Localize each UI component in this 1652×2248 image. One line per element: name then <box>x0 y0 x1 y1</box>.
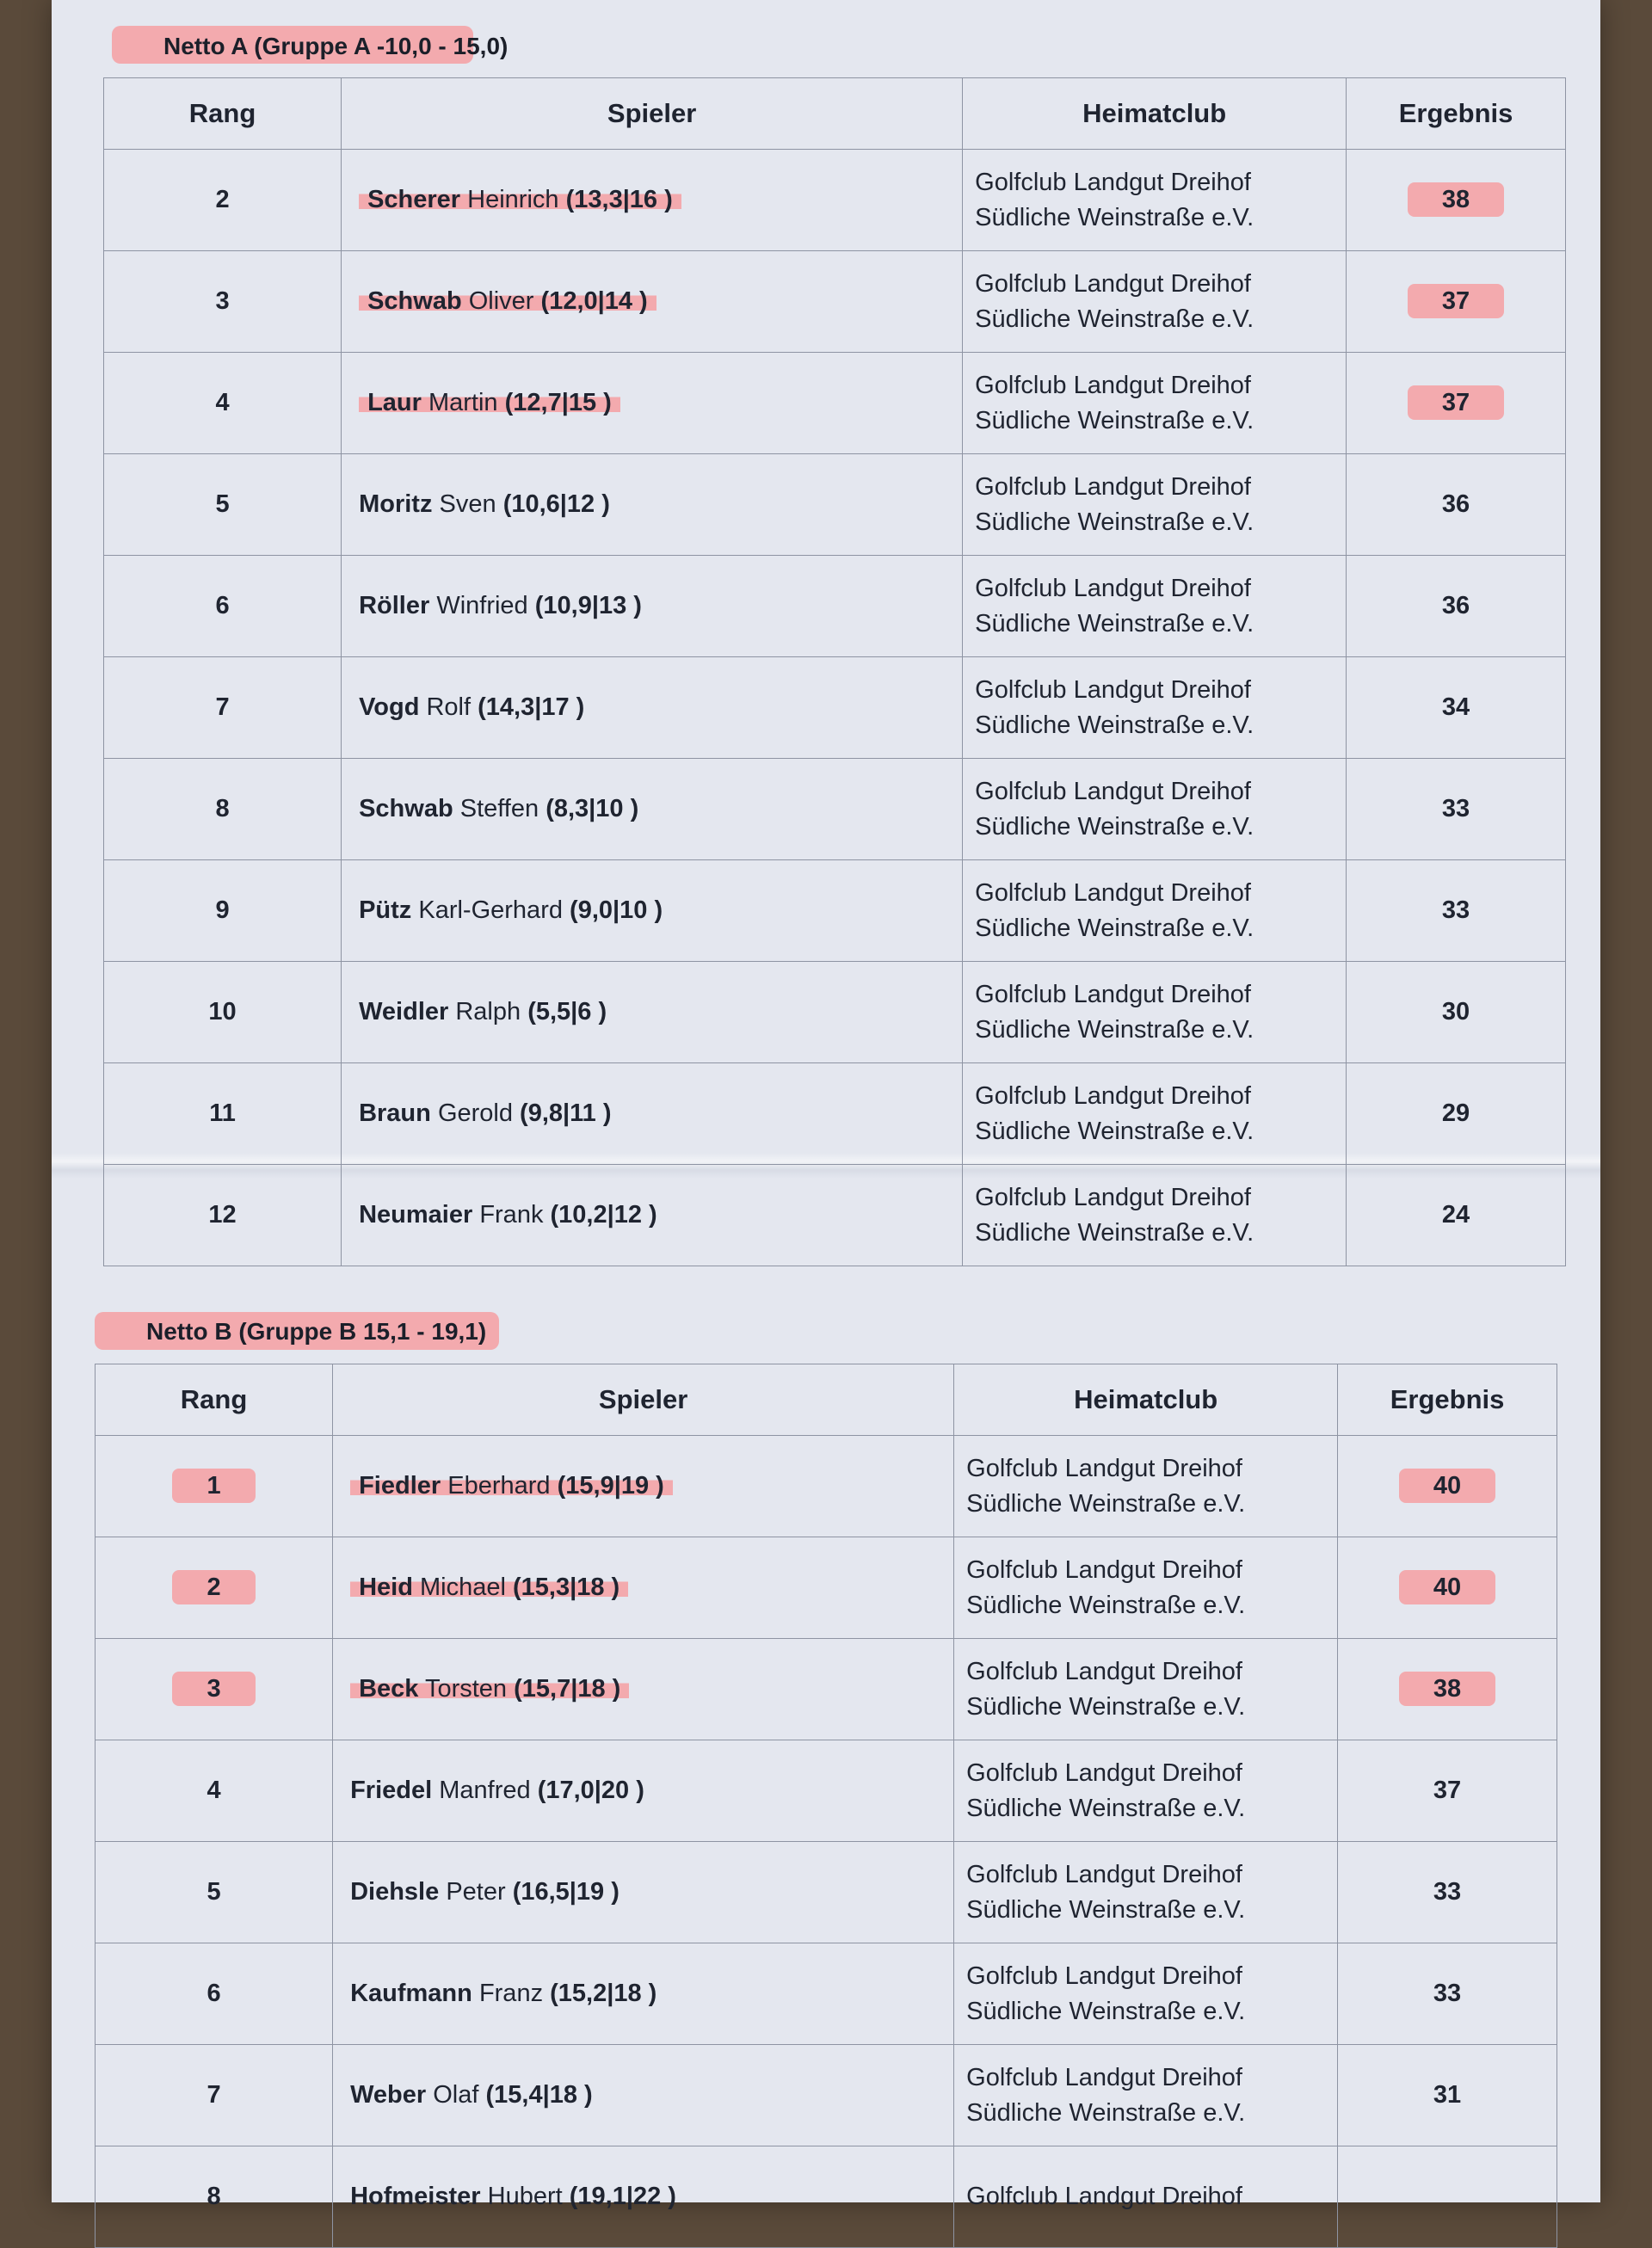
player-name-wrap <box>359 896 663 924</box>
club-name-line2: Südliche Weinstraße e.V. <box>975 914 1254 942</box>
player-handicap: (8,3|10 ) <box>546 795 639 822</box>
club-cell <box>963 759 1347 860</box>
score-cell <box>1338 1842 1557 1943</box>
header-row <box>96 1364 1557 1436</box>
score-cell <box>1347 962 1566 1063</box>
score-value: 24 <box>1441 1201 1470 1229</box>
table-row <box>96 2146 1557 2248</box>
player-handicap: (15,2|18 ) <box>550 1980 657 2007</box>
score-cell <box>1347 251 1566 353</box>
player-cell <box>342 759 963 860</box>
player-handicap: (14,3|17 ) <box>478 693 585 721</box>
table-row <box>104 962 1566 1063</box>
player-cell <box>333 1436 954 1537</box>
score-cell <box>1338 1943 1557 2045</box>
player-last-name: Braun <box>359 1099 431 1127</box>
score-value: 40 <box>1399 1469 1495 1503</box>
club-header: Heimatclub <box>954 1364 1338 1436</box>
player-name-wrap <box>359 1201 657 1229</box>
rank-value: 7 <box>206 2081 221 2109</box>
score-header: Ergebnis <box>1338 1364 1557 1436</box>
player-name-wrap <box>350 1574 628 1601</box>
player-cell <box>342 556 963 657</box>
player-name-wrap <box>359 592 642 619</box>
player-name-wrap <box>350 1675 629 1703</box>
player-last-name: Fiedler <box>359 1472 441 1500</box>
club-name-line2: Südliche Weinstraße e.V. <box>966 1794 1246 1822</box>
club-cell <box>963 657 1347 759</box>
results-sheet <box>52 0 1600 2211</box>
table-row <box>104 454 1566 556</box>
club-name-line1: Golfclub Landgut Dreihof <box>966 1454 1242 1482</box>
player-handicap: (19,1|22 ) <box>569 2183 676 2210</box>
score-value: 33 <box>1441 795 1470 822</box>
club-cell <box>954 2045 1338 2146</box>
rank-value: 2 <box>215 186 230 213</box>
rank-cell <box>104 1063 342 1165</box>
score-value: 37 <box>1433 1777 1462 1804</box>
club-cell <box>963 860 1347 962</box>
club-header: Heimatclub <box>963 78 1347 150</box>
player-first-name: Rolf <box>426 693 472 721</box>
club-name-line2: Südliche Weinstraße e.V. <box>966 2098 1246 2127</box>
player-first-name: Steffen <box>459 795 539 822</box>
player-handicap: (12,0|14 ) <box>540 287 648 315</box>
player-last-name: Laur <box>367 389 422 416</box>
player-handicap: (5,5|6 ) <box>527 998 607 1025</box>
score-value: 37 <box>1408 284 1504 318</box>
player-cell <box>342 1165 963 1266</box>
score-value: 33 <box>1433 1878 1462 1906</box>
rank-cell <box>104 860 342 962</box>
player-last-name: Pütz <box>359 896 412 924</box>
club-name-line2: Südliche Weinstraße e.V. <box>975 812 1254 841</box>
group-b-table <box>95 1364 1557 2248</box>
rank-cell <box>104 251 342 353</box>
player-last-name: Diehsle <box>350 1878 440 1906</box>
club-name-line1: Golfclub Landgut Dreihof <box>966 1657 1242 1685</box>
group-a-rows <box>104 150 1566 1266</box>
player-name-wrap <box>350 1980 656 2007</box>
player-cell <box>333 2146 954 2248</box>
group-b-rows <box>96 1436 1557 2248</box>
player-name-wrap <box>359 490 610 518</box>
rank-header: Rang <box>104 78 342 150</box>
player-handicap: (16,5|19 ) <box>512 1878 620 1906</box>
score-value: 36 <box>1441 592 1470 619</box>
player-first-name: Heinrich <box>467 186 559 213</box>
player-handicap: (9,8|11 ) <box>520 1099 612 1127</box>
rank-header: Rang <box>96 1364 333 1436</box>
player-cell <box>342 657 963 759</box>
club-name-line2: Südliche Weinstraße e.V. <box>975 203 1254 231</box>
table-row <box>96 1436 1557 1537</box>
player-last-name: Schwab <box>359 795 453 822</box>
player-first-name: Franz <box>478 1980 544 2007</box>
player-cell <box>342 454 963 556</box>
rank-value: 8 <box>215 795 230 822</box>
score-value: 33 <box>1441 896 1470 924</box>
player-name-wrap <box>359 795 638 822</box>
club-cell <box>954 1740 1338 1842</box>
rank-value: 9 <box>215 896 230 924</box>
club-cell <box>954 1639 1338 1740</box>
player-last-name: Weber <box>350 2081 427 2109</box>
score-value: 31 <box>1433 2081 1462 2109</box>
club-name-line2: Südliche Weinstraße e.V. <box>975 305 1254 333</box>
score-cell <box>1347 556 1566 657</box>
table-row <box>104 251 1566 353</box>
score-header: Ergebnis <box>1347 78 1566 150</box>
rank-value: 5 <box>206 1878 221 1906</box>
player-first-name: Manfred <box>439 1777 531 1804</box>
table-row <box>96 1639 1557 1740</box>
score-cell <box>1347 1165 1566 1266</box>
club-cell <box>963 150 1347 251</box>
rank-value: 3 <box>215 287 230 315</box>
player-last-name: Weidler <box>359 998 449 1025</box>
rank-value: 4 <box>215 389 230 416</box>
score-value: 33 <box>1433 1980 1462 2007</box>
rank-value: 10 <box>208 998 237 1025</box>
rank-value: 5 <box>215 490 230 518</box>
player-cell <box>333 1537 954 1639</box>
player-first-name: Oliver <box>468 287 534 315</box>
player-name-wrap <box>359 1099 611 1127</box>
player-first-name: Karl-Gerhard <box>418 896 563 924</box>
player-last-name: Neumaier <box>359 1201 473 1229</box>
player-handicap: (15,7|18 ) <box>514 1675 621 1703</box>
group-a-title: Netto A (Gruppe A -10,0 - 15,0) <box>163 33 509 59</box>
club-name-line1: Golfclub Landgut Dreihof <box>975 168 1251 196</box>
player-first-name: Frank <box>479 1201 544 1229</box>
score-cell <box>1347 860 1566 962</box>
player-first-name: Gerold <box>437 1099 513 1127</box>
player-first-name: Eberhard <box>447 1472 551 1500</box>
player-last-name: Scherer <box>367 186 461 213</box>
club-cell <box>963 1165 1347 1266</box>
club-name-line2: Südliche Weinstraße e.V. <box>975 406 1254 434</box>
club-name-line1: Golfclub Landgut Dreihof <box>966 1860 1242 1888</box>
club-name-line2: Südliche Weinstraße e.V. <box>966 1692 1246 1721</box>
club-name-line1: Golfclub Landgut Dreihof <box>975 472 1251 501</box>
player-name-wrap <box>350 1878 620 1906</box>
club-cell <box>963 962 1347 1063</box>
club-name-line2: Südliche Weinstraße e.V. <box>966 1489 1246 1518</box>
rank-value: 1 <box>172 1469 255 1503</box>
club-name-line1: Golfclub Landgut Dreihof <box>975 878 1251 907</box>
score-value: 37 <box>1408 385 1504 420</box>
club-name-line2: Südliche Weinstraße e.V. <box>966 1895 1246 1924</box>
club-name-line2: Südliche Weinstraße e.V. <box>975 1015 1254 1044</box>
player-first-name: Winfried <box>436 592 528 619</box>
player-cell <box>342 251 963 353</box>
club-name-line1: Golfclub Landgut Dreihof <box>966 2063 1242 2091</box>
club-cell <box>954 2146 1338 2248</box>
player-last-name: Beck <box>359 1675 419 1703</box>
rank-cell <box>104 150 342 251</box>
table-row <box>104 657 1566 759</box>
score-cell <box>1338 1740 1557 1842</box>
club-name-line1: Golfclub Landgut Dreihof <box>966 1555 1242 1584</box>
rank-value: 2 <box>172 1570 255 1604</box>
club-name-line1: Golfclub Landgut Dreihof <box>966 1758 1242 1787</box>
player-last-name: Friedel <box>350 1777 433 1804</box>
rank-cell <box>104 759 342 860</box>
club-cell <box>954 1436 1338 1537</box>
player-handicap: (13,3|16 ) <box>565 186 673 213</box>
rank-cell <box>96 2146 333 2248</box>
player-first-name: Martin <box>428 389 498 416</box>
rank-cell <box>104 353 342 454</box>
rank-cell <box>104 1165 342 1266</box>
player-cell <box>342 860 963 962</box>
player-last-name: Vogd <box>359 693 420 721</box>
rank-value: 4 <box>206 1777 221 1804</box>
club-cell <box>954 1537 1338 1639</box>
player-header: Spieler <box>333 1364 954 1436</box>
player-cell <box>333 1842 954 1943</box>
club-name-line1: Golfclub Landgut Dreihof <box>966 1962 1242 1990</box>
player-first-name: Olaf <box>433 2081 479 2109</box>
score-cell <box>1338 1436 1557 1537</box>
player-cell <box>333 1943 954 2045</box>
table-row <box>96 1740 1557 1842</box>
header-row <box>104 78 1566 150</box>
table-row <box>104 759 1566 860</box>
player-name-wrap <box>359 389 620 416</box>
player-handicap: (9,0|10 ) <box>570 896 663 924</box>
player-first-name: Ralph <box>455 998 521 1025</box>
club-cell <box>963 454 1347 556</box>
score-cell <box>1347 1063 1566 1165</box>
score-value: 40 <box>1399 1570 1495 1604</box>
rank-cell <box>96 1842 333 1943</box>
player-name-wrap <box>359 186 681 213</box>
rank-cell <box>96 1436 333 1537</box>
score-cell <box>1347 150 1566 251</box>
club-name-line2: Südliche Weinstraße e.V. <box>975 1218 1254 1247</box>
table-row <box>104 1165 1566 1266</box>
score-cell <box>1338 2146 1557 2248</box>
score-value: 38 <box>1399 1672 1495 1706</box>
club-name-line2: Südliche Weinstraße e.V. <box>975 1117 1254 1145</box>
rank-value: 8 <box>206 2183 221 2210</box>
club-cell <box>963 1063 1347 1165</box>
club-name-line1: Golfclub Landgut Dreihof <box>966 2183 1242 2211</box>
table-row <box>104 150 1566 251</box>
player-cell <box>333 1740 954 1842</box>
player-name-wrap <box>350 1472 673 1500</box>
score-cell <box>1338 2045 1557 2146</box>
score-value: 36 <box>1441 490 1470 518</box>
rank-cell <box>96 1740 333 1842</box>
club-cell <box>954 1842 1338 1943</box>
rank-cell <box>96 1943 333 2045</box>
player-header: Spieler <box>342 78 963 150</box>
club-name-line1: Golfclub Landgut Dreihof <box>975 1183 1251 1211</box>
player-first-name: Sven <box>439 490 496 518</box>
club-name-line2: Südliche Weinstraße e.V. <box>975 609 1254 637</box>
score-cell <box>1347 454 1566 556</box>
rank-value: 6 <box>215 592 230 619</box>
score-cell <box>1347 759 1566 860</box>
player-last-name: Kaufmann <box>350 1980 472 2007</box>
score-cell <box>1347 353 1566 454</box>
club-name-line1: Golfclub Landgut Dreihof <box>975 371 1251 399</box>
player-first-name: Peter <box>446 1878 506 1906</box>
player-handicap: (10,6|12 ) <box>502 490 610 518</box>
club-name-line2: Südliche Weinstraße e.V. <box>966 1591 1246 1619</box>
rank-cell <box>96 1537 333 1639</box>
score-cell <box>1338 1537 1557 1639</box>
player-cell <box>342 353 963 454</box>
club-name-line2: Südliche Weinstraße e.V. <box>975 508 1254 536</box>
club-name-line1: Golfclub Landgut Dreihof <box>975 675 1251 704</box>
club-name-line1: Golfclub Landgut Dreihof <box>975 777 1251 805</box>
club-name-line2: Südliche Weinstraße e.V. <box>975 711 1254 739</box>
club-name-line1: Golfclub Landgut Dreihof <box>975 1081 1251 1110</box>
rank-cell <box>96 2045 333 2146</box>
group-a-table <box>103 77 1566 1266</box>
table-row <box>96 1537 1557 1639</box>
score-value: 34 <box>1441 693 1470 721</box>
score-value: 29 <box>1441 1099 1470 1127</box>
club-name-line2: Südliche Weinstraße e.V. <box>966 1997 1246 2025</box>
table-row <box>104 1063 1566 1165</box>
rank-value: 12 <box>208 1201 237 1229</box>
rank-value: 6 <box>206 1980 221 2007</box>
player-last-name: Schwab <box>367 287 462 315</box>
score-cell <box>1338 1639 1557 1740</box>
player-last-name: Hofmeister <box>350 2183 481 2210</box>
table-row <box>96 1943 1557 2045</box>
player-name-wrap <box>350 1777 644 1804</box>
player-cell <box>333 2045 954 2146</box>
player-handicap: (15,3|18 ) <box>512 1574 620 1601</box>
rank-cell <box>96 1639 333 1740</box>
club-cell <box>963 556 1347 657</box>
player-name-wrap <box>359 693 584 721</box>
player-handicap: (10,9|13 ) <box>534 592 642 619</box>
rank-value: 11 <box>209 1099 236 1127</box>
player-cell <box>342 150 963 251</box>
club-cell <box>963 251 1347 353</box>
player-handicap: (15,4|18 ) <box>485 2081 593 2109</box>
rank-cell <box>104 454 342 556</box>
player-name-wrap <box>350 2183 676 2210</box>
rank-value: 7 <box>215 693 230 721</box>
player-handicap: (15,9|19 ) <box>557 1472 664 1500</box>
table-row <box>96 2045 1557 2146</box>
player-name-wrap <box>359 287 656 315</box>
player-cell <box>333 1639 954 1740</box>
player-last-name: Röller <box>359 592 430 619</box>
rank-cell <box>104 962 342 1063</box>
table-row <box>104 353 1566 454</box>
table-row <box>104 556 1566 657</box>
club-name-line1: Golfclub Landgut Dreihof <box>975 980 1251 1008</box>
table-row <box>96 1842 1557 1943</box>
player-handicap: (10,2|12 ) <box>550 1201 657 1229</box>
rank-cell <box>104 657 342 759</box>
score-value: 30 <box>1441 998 1470 1025</box>
club-name-line1: Golfclub Landgut Dreihof <box>975 574 1251 602</box>
player-handicap: (12,7|15 ) <box>504 389 612 416</box>
player-handicap: (17,0|20 ) <box>537 1777 644 1804</box>
score-cell <box>1347 657 1566 759</box>
player-cell <box>342 962 963 1063</box>
group-b-title: Netto B (Gruppe B 15,1 - 19,1) <box>146 1318 487 1345</box>
table-row <box>104 860 1566 962</box>
score-value: 38 <box>1408 182 1504 217</box>
player-cell <box>342 1063 963 1165</box>
player-last-name: Moritz <box>359 490 433 518</box>
player-name-wrap <box>350 2081 593 2109</box>
player-first-name: Hubert <box>487 2183 563 2210</box>
player-last-name: Heid <box>359 1574 413 1601</box>
club-cell <box>963 353 1347 454</box>
player-first-name: Michael <box>419 1574 506 1601</box>
player-first-name: Torsten <box>424 1675 508 1703</box>
club-cell <box>954 1943 1338 2045</box>
club-name-line1: Golfclub Landgut Dreihof <box>975 269 1251 298</box>
rank-value: 3 <box>172 1672 255 1706</box>
rank-cell <box>104 556 342 657</box>
player-name-wrap <box>359 998 607 1025</box>
